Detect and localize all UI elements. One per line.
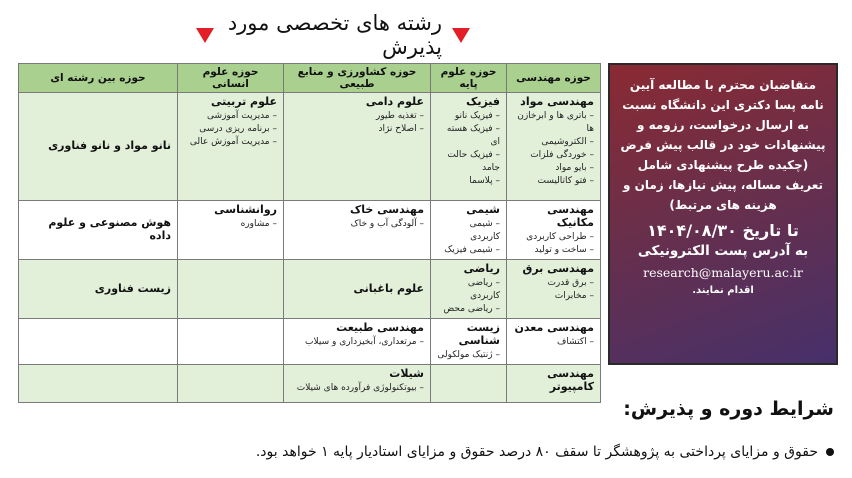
field-name: فیزیک — [466, 95, 500, 108]
table-cell — [19, 365, 178, 403]
table-header-row — [19, 64, 601, 93]
subfield-label: برق قدرت — [547, 278, 587, 288]
subfield-item — [290, 336, 424, 349]
table-row — [19, 201, 601, 260]
table-cell — [284, 260, 431, 319]
notice-action: اقدام نمایند. — [692, 285, 754, 296]
table-cell — [178, 365, 284, 403]
subfield-item — [290, 218, 424, 231]
table-cell — [507, 365, 601, 403]
subfield-item — [437, 123, 500, 149]
table-cell — [431, 93, 507, 201]
table-cell — [284, 319, 431, 365]
table-cell — [19, 260, 178, 319]
subfield-label: فتو کاتالیست — [537, 176, 587, 186]
red-triangle-icon — [452, 28, 470, 43]
notice-deadline: تا تاریخ ۱۴۰۴/۰۸/۳۰ — [647, 221, 799, 240]
subfield-label: الکتروشیمی — [541, 137, 587, 147]
dash-icon: – — [586, 176, 594, 186]
dash-icon: – — [586, 291, 594, 301]
subfield-item — [437, 149, 500, 175]
subfield-label: طراحی کاربردی — [526, 232, 587, 242]
conditions-item-text: حقوق و مزایای پرداختی به پژوهشگر تا سقف ۸۰ درصد حقوق و مزایای استادیار پایه ۱ خواهد بود. — [255, 444, 818, 460]
subfield-label: ریاضی محض — [443, 304, 493, 314]
red-triangle-icon — [196, 28, 214, 43]
subfield-label: ریاضی کاربردی — [467, 278, 500, 301]
subfield-item — [513, 336, 594, 349]
table-cell — [507, 260, 601, 319]
field-name: نانو مواد و نانو فناوری — [48, 139, 171, 152]
dash-icon: – — [416, 337, 424, 347]
field-name: مهندسی کامپیوتر — [547, 367, 594, 393]
table-cell — [19, 93, 178, 201]
subfield-item — [437, 303, 500, 316]
subfield-label: مدیریت آموزش عالی — [189, 137, 270, 147]
subfield-label: بایو مواد — [555, 163, 587, 173]
dash-icon: – — [492, 245, 500, 255]
field-name: هوش مصنوعی و علوم داده — [48, 216, 171, 242]
field-name: زیست شناسی — [458, 321, 500, 347]
header-agriculture: حوزه کشاورزی و منابع طبیعی — [284, 64, 431, 93]
table-cell — [19, 201, 178, 260]
dash-icon: – — [416, 124, 424, 134]
header-interdisciplinary: حوزه بین رشته ای — [19, 64, 178, 93]
field-name: مهندسی معدن — [514, 321, 594, 334]
fields-table — [18, 63, 601, 403]
subfield-item — [184, 136, 277, 149]
subfield-label: اکتشاف — [557, 337, 587, 347]
dash-icon: – — [586, 245, 594, 255]
subfield-item — [513, 175, 594, 188]
field-name: روانشناسی — [214, 203, 277, 216]
field-name: زیست فناوری — [94, 281, 171, 295]
subfield-label: آلودگی آب و خاک — [350, 219, 417, 229]
field-name: مهندسی طبیعت — [336, 321, 424, 334]
subfield-item — [437, 244, 500, 257]
subfield-item — [290, 123, 424, 136]
dash-icon: – — [586, 163, 594, 173]
notice-address-label: به آدرس پست الکترونیکی — [637, 243, 809, 259]
table-cell — [178, 201, 284, 260]
table-row — [19, 93, 601, 201]
field-name: علوم دامی — [365, 95, 424, 108]
dash-icon: – — [586, 278, 594, 288]
subfield-item — [437, 277, 500, 303]
subfield-item — [513, 231, 594, 244]
subfield-item — [513, 110, 594, 136]
dash-icon: – — [586, 150, 594, 160]
header-humanities: حوزه علوم انسانی — [178, 64, 284, 93]
table-cell — [284, 93, 431, 201]
subfield-item — [290, 382, 424, 395]
dash-icon: – — [492, 278, 500, 288]
dash-icon: – — [492, 219, 500, 229]
dash-icon: – — [416, 219, 424, 229]
subfield-label: پلاسما — [469, 176, 493, 186]
field-name: مهندسی برق — [522, 262, 594, 275]
dash-icon: – — [269, 137, 277, 147]
subfield-item — [513, 149, 594, 162]
subfield-item — [513, 136, 594, 149]
dash-icon: – — [586, 337, 594, 347]
subfield-label: شیمی فیزیک — [444, 245, 493, 255]
dash-icon: – — [586, 111, 594, 121]
dash-icon: – — [492, 350, 500, 360]
field-name: مهندسی مواد — [520, 95, 594, 108]
subfield-label: مدیریت آموزشی — [207, 111, 270, 121]
subfield-item — [437, 218, 500, 244]
subfield-label: شیمی کاربردی — [469, 219, 500, 242]
subfield-label: فیزیک هسته ای — [446, 124, 500, 147]
dash-icon: – — [492, 124, 500, 134]
subfield-item — [437, 175, 500, 188]
table-cell — [284, 365, 431, 403]
table-cell — [19, 319, 178, 365]
dash-icon: – — [416, 383, 424, 393]
subfield-label: ژنتیک مولکولی — [437, 350, 493, 360]
subfield-label: اصلاح نژاد — [378, 124, 417, 134]
subfield-item — [437, 349, 500, 362]
dash-icon: – — [269, 124, 277, 134]
subfield-label: فیزیک نانو — [454, 111, 493, 121]
table-cell — [431, 260, 507, 319]
bullet-icon — [826, 448, 834, 456]
conditions-item — [256, 444, 834, 460]
subfield-item — [513, 244, 594, 257]
table-cell — [431, 201, 507, 260]
subfield-label: خوردگی فلزات — [530, 150, 587, 160]
dash-icon: – — [586, 137, 594, 147]
subfield-item — [513, 162, 594, 175]
subfield-item — [513, 277, 594, 290]
dash-icon: – — [492, 304, 500, 314]
dash-icon: – — [492, 111, 500, 121]
table-row — [19, 260, 601, 319]
section-title-text: رشته های تخصصی مورد پذیرش — [227, 11, 442, 59]
subfield-item — [184, 110, 277, 123]
dash-icon: – — [416, 111, 424, 121]
application-notice — [608, 63, 838, 365]
table-cell — [431, 319, 507, 365]
conditions-list — [256, 444, 834, 460]
field-name: علوم تربیتی — [210, 95, 277, 108]
subfield-label: ساخت و تولید — [534, 245, 587, 255]
dash-icon: – — [586, 232, 594, 242]
notice-body: متقاضیان محترم با مطالعه آیین نامه پسا دکتری این دانشگاه نسبت به ارسال درخواست، رزومه و پیشنهادات خود در قالب پیش فرض (چکیده طرح پیشنهادی شامل تعریف مساله، پیش نیازها، زمان و هزینه های مرتبط) — [620, 78, 826, 212]
table-cell — [507, 93, 601, 201]
subfield-label: مخابرات — [554, 291, 587, 301]
header-engineering: حوزه مهندسی — [507, 64, 601, 93]
notice-email: research@malayeru.ac.ir — [643, 265, 803, 280]
subfield-label: مرتعداری، آبخیزداری و سیلاب — [305, 337, 417, 347]
table-cell — [507, 201, 601, 260]
field-name: مهندسی مکانیک — [547, 203, 594, 229]
table-row — [19, 319, 601, 365]
table-cell — [178, 93, 284, 201]
subfield-label: تغذیه طیور — [375, 111, 417, 121]
table-row — [19, 365, 601, 403]
dash-icon: – — [269, 111, 277, 121]
dash-icon: – — [492, 150, 500, 160]
subfield-label: فیزیک حالت جامد — [447, 150, 500, 173]
subfield-label: باتری ها و ابرخازن ها — [517, 111, 594, 134]
table-cell — [431, 365, 507, 403]
conditions-title: شرایط دوره و پذیرش: — [623, 398, 834, 420]
table-cell — [178, 260, 284, 319]
subfield-label: بیوتکنولوژی فرآورده های شیلات — [296, 383, 417, 393]
field-name: شیمی — [466, 203, 500, 216]
dash-icon: – — [492, 176, 500, 186]
table-cell — [178, 319, 284, 365]
header-basic-sciences: حوزه علوم پایه — [431, 64, 507, 93]
subfield-item — [184, 218, 277, 231]
field-name: ریاضی — [463, 262, 500, 275]
subfield-label: برنامه ریزی درسی — [199, 124, 270, 134]
subfield-item — [437, 110, 500, 123]
subfield-item — [184, 123, 277, 136]
dash-icon: – — [269, 219, 277, 229]
subfield-item — [513, 290, 594, 303]
subfield-label: مشاوره — [240, 219, 270, 229]
field-name: شیلات — [389, 367, 424, 380]
table-cell — [507, 319, 601, 365]
section-title — [196, 11, 470, 59]
table-cell — [284, 201, 431, 260]
field-name: علوم باغبانی — [353, 281, 424, 295]
subfield-item — [290, 110, 424, 123]
field-name: مهندسی خاک — [349, 203, 424, 216]
